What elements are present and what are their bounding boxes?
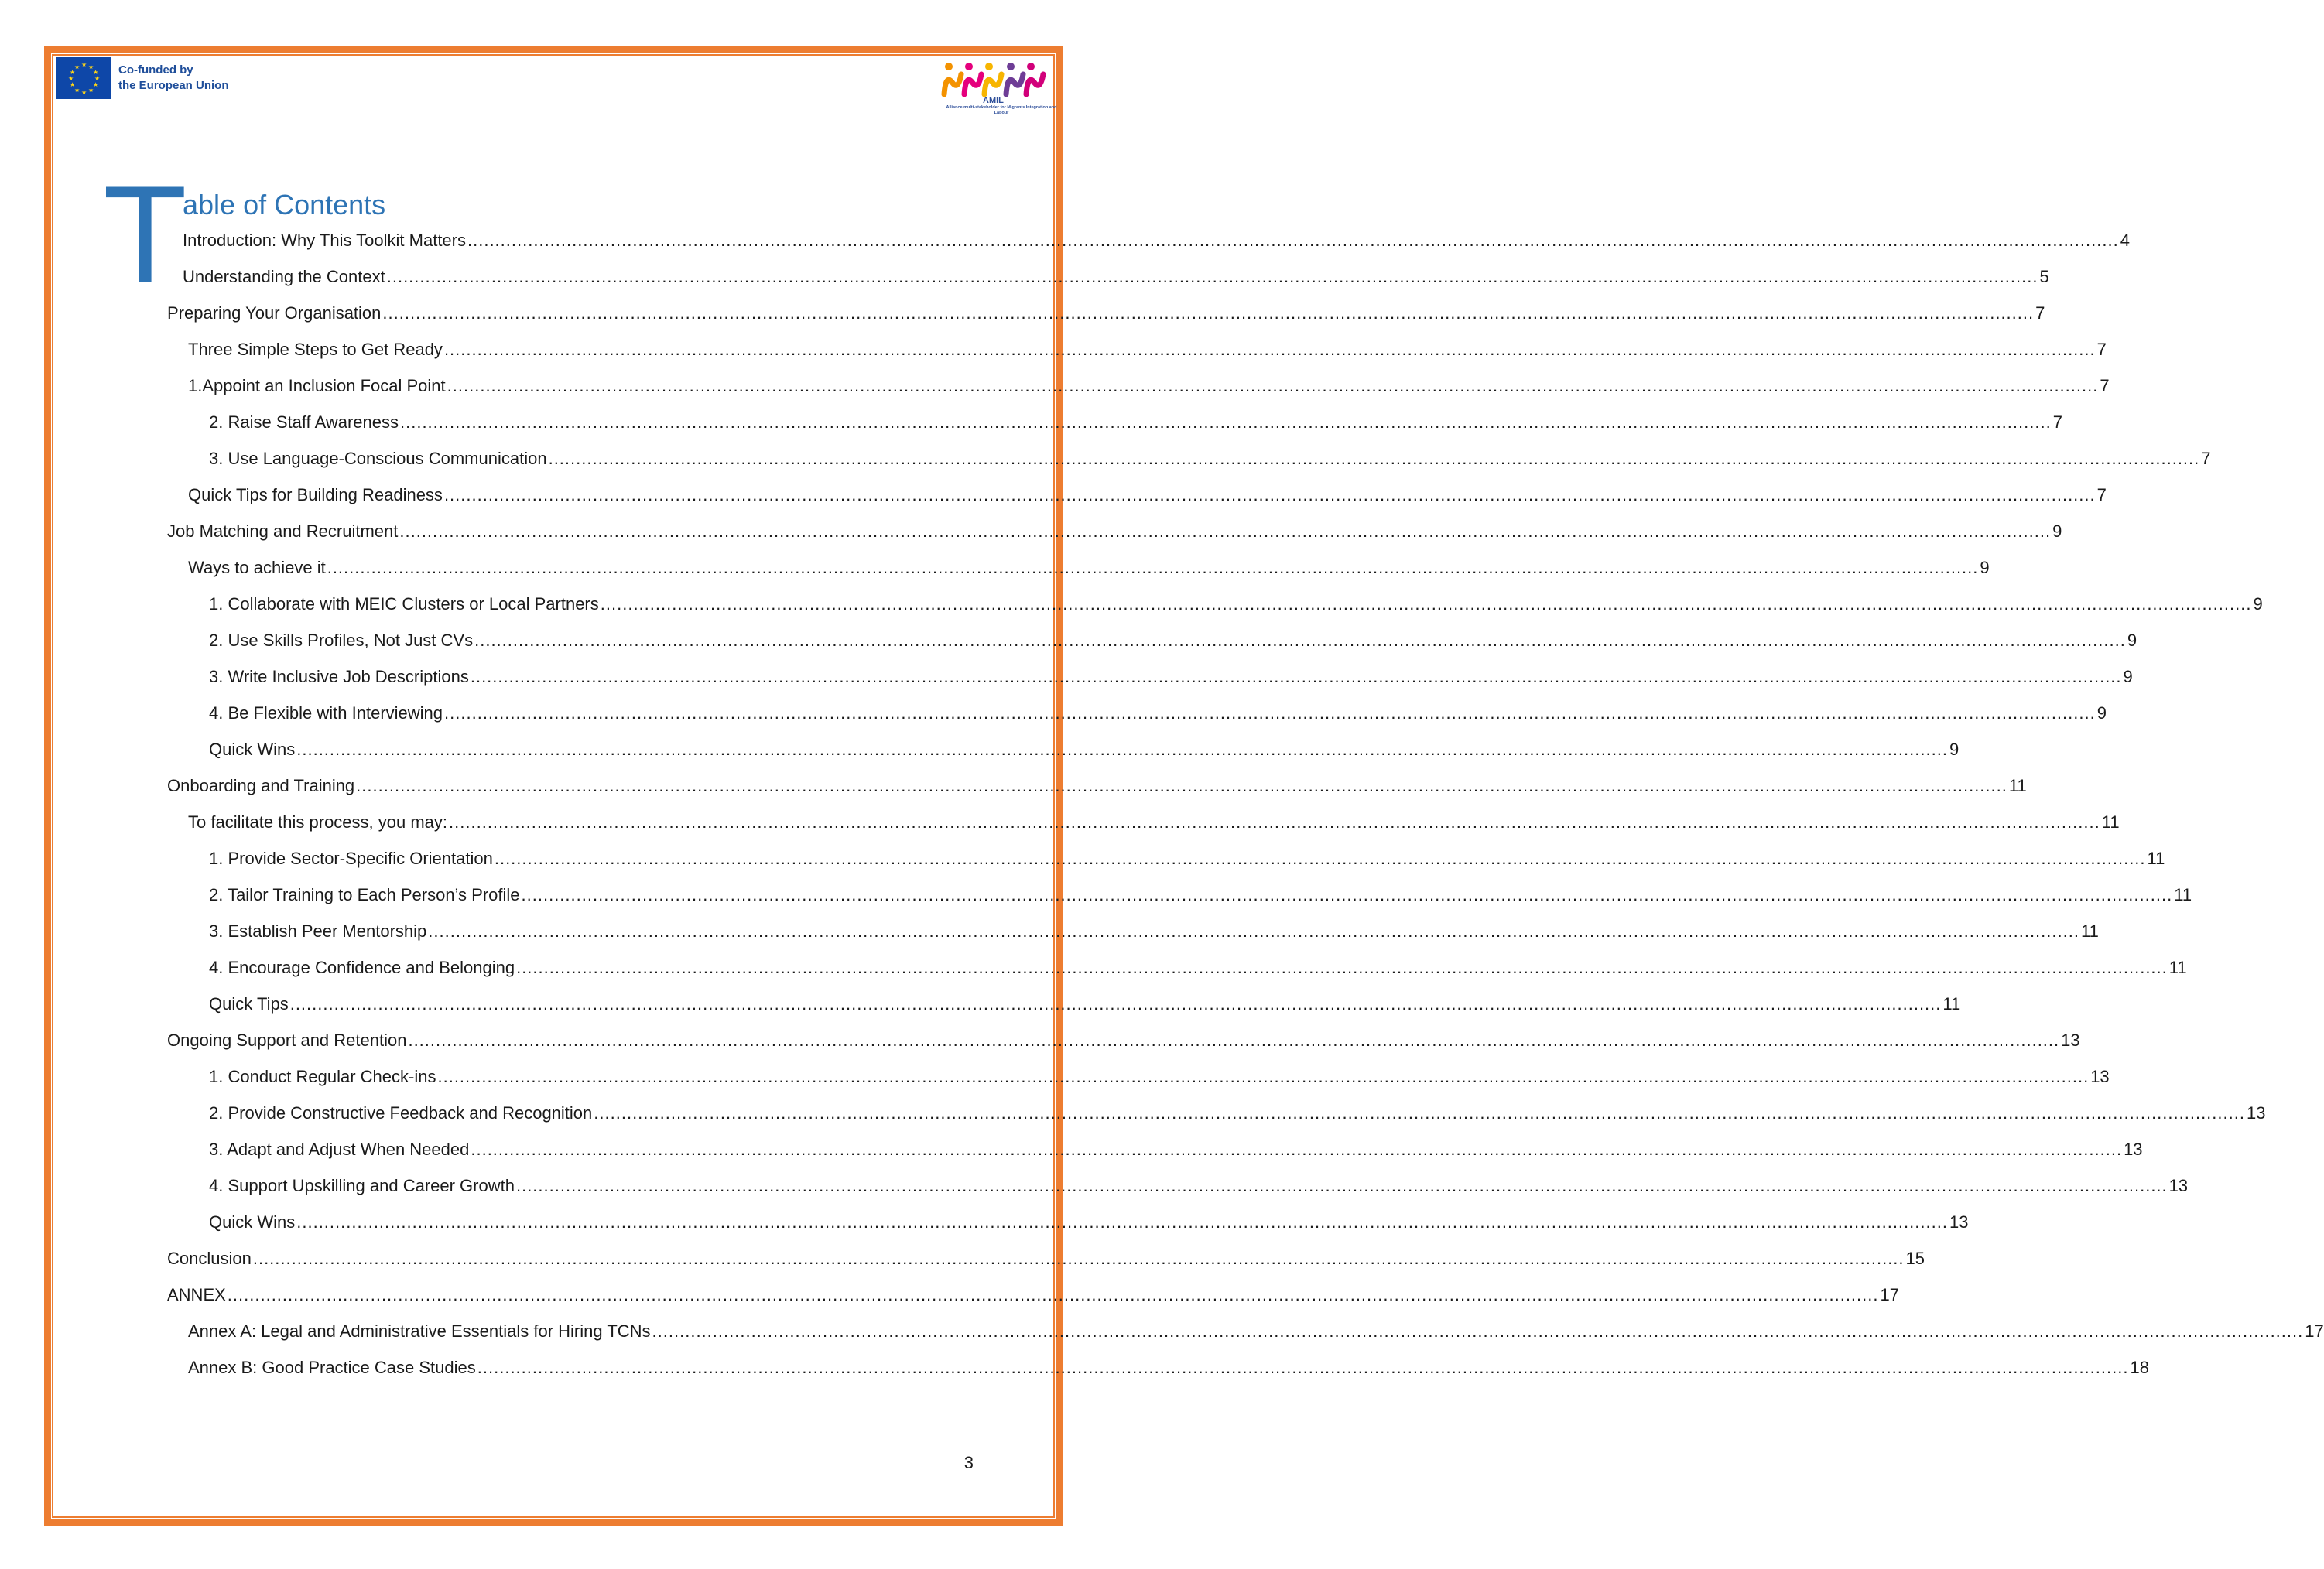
toc-entry-label: Preparing Your Organisation [167,303,382,323]
toc-entry-label: Quick Tips for Building Readiness [188,485,443,504]
toc-leader-dots: ............................................................................................................................................................................................................................................................................................................ [471,1140,2123,1159]
toc-leader-dots: ............................................................................................................................................................................................................................................................................................................ [327,558,1979,577]
toc-entry[interactable] [167,1247,1925,1270]
toc-leader-dots: ............................................................................................................................................................................................................................................................................................................ [443,485,2096,504]
toc-entry-page: 13 [2061,1031,2080,1050]
toc-leader-dots: ............................................................................................................................................................................................................................................................................................................ [289,994,1942,1014]
toc-entry-page: 9 [2052,521,2062,541]
toc-entry-page: 13 [1949,1212,1969,1232]
toc-entry-page: 7 [2096,485,2107,504]
toc-leader-dots: ............................................................................................................................................................................................................................................................................................................ [594,1103,2245,1123]
toc-entry-label: 2. Raise Staff Awareness [209,412,399,432]
toc-entry-label: Annex A: Legal and Administrative Essentials for Hiring TCNs [188,1321,651,1341]
toc-entry-page: 9 [1980,558,1990,577]
toc-entry-page: 5 [2039,267,2049,286]
toc-leader-dots: ............................................................................................................................................................................................................................................................................................................ [428,921,2079,941]
toc-entry-label: 4. Encourage Confidence and Belonging [209,958,515,977]
toc-entry-page: 7 [2035,303,2045,323]
amil-tagline: Alliance multi-stakeholder for Migrants Integration and Labour [946,105,1057,115]
toc-entry-label: 3. Use Language-Conscious Communication [209,449,547,468]
toc-leader-dots: ............................................................................................................................................................................................................................................................................................................ [382,303,2035,323]
toc-entry[interactable] [209,593,2263,616]
toc-entry-page: 7 [2052,412,2062,432]
toc-entry[interactable] [183,265,2049,289]
eu-line-2: the European Union [118,79,229,92]
toc-entry[interactable] [209,1138,2143,1161]
toc-entry[interactable] [209,629,2137,652]
toc-entry[interactable] [209,847,2165,870]
toc-leader-dots: ............................................................................................................................................................................................................................................................................................................ [470,667,2122,686]
toc-leader-dots: ............................................................................................................................................................................................................................................................................................................ [386,267,2038,286]
toc-entry[interactable] [209,665,2133,689]
toc-entry-page: 11 [1942,994,1961,1014]
toc-leader-dots: ............................................................................................................................................................................................................................................................................................................ [494,849,2146,868]
toc-entry-label: 1. Conduct Regular Check-ins [209,1067,436,1086]
toc-entry-label: ANNEX [167,1285,226,1304]
toc-entry[interactable] [167,774,2027,798]
toc-entry[interactable] [167,302,2045,325]
toc-entry-label: Quick Wins [209,1212,296,1232]
toc-entry-page: 11 [2008,776,2027,795]
toc-entry[interactable] [209,447,2211,470]
toc-entry-label: 1. Collaborate with MEIC Clusters or Local Partners [209,594,599,614]
toc-entry[interactable] [167,1029,2080,1052]
toc-entry-page: 11 [2168,958,2187,977]
toc-entry[interactable] [209,993,1961,1016]
toc-entry-label: Job Matching and Recruitment [167,521,399,541]
eu-flag-icon: ★ ★ ★ ★ ★ ★ ★ ★ ★ ★ ★ ★ [56,57,111,99]
toc-entry[interactable] [188,374,2110,398]
toc-leader-dots: ............................................................................................................................................................................................................................................................................................................ [296,1212,1948,1232]
toc-leader-dots: ............................................................................................................................................................................................................................................................................................................ [474,631,2126,650]
toc-entry-label: 3. Adapt and Adjust When Needed [209,1140,470,1159]
toc-entry[interactable] [209,738,1959,761]
toc-entry-label: 1. Provide Sector-Specific Orientation [209,849,493,868]
toc-entry[interactable] [188,1356,2149,1379]
toc-leader-dots: ............................................................................................................................................................................................................................................................................................................ [252,1249,1905,1268]
toc-leader-dots: ............................................................................................................................................................................................................................................................................................................ [516,958,2168,977]
toc-entry-label: Annex B: Good Practice Case Studies [188,1358,476,1377]
toc-entry-label: 2. Use Skills Profiles, Not Just CVs [209,631,474,650]
toc-entry-page: 13 [2246,1103,2266,1123]
toc-entry[interactable] [209,411,2062,434]
page-number: 3 [963,1453,974,1472]
toc-entry-page: 4 [2120,231,2130,250]
toc-entry-page: 15 [1905,1249,1925,1268]
toc-entry-label: 2. Tailor Training to Each Person’s Profile [209,885,520,904]
toc-entry[interactable] [183,229,2130,252]
toc-entry-label: Quick Tips [209,994,289,1014]
toc-leader-dots: ............................................................................................................................................................................................................................................................................................................ [447,376,2099,395]
toc-entry[interactable] [209,920,2099,943]
toc-entry-page: 17 [1880,1285,1899,1304]
toc-entry[interactable] [188,338,2107,361]
toc-entry-label: 4. Support Upskilling and Career Growth [209,1176,515,1195]
toc-entry-label: 1.Appoint an Inclusion Focal Point [188,376,446,395]
toc-leader-dots: ............................................................................................................................................................................................................................................................................................................ [437,1067,2090,1086]
toc-entry-label: Three Simple Steps to Get Ready [188,340,443,359]
toc-entry[interactable] [188,811,2120,834]
toc-entry-label: Introduction: Why This Toolkit Matters [183,231,466,250]
toc-entry-label: Ongoing Support and Retention [167,1031,407,1050]
toc-entry-page: 7 [2201,449,2211,468]
toc-leader-dots: ............................................................................................................................................................................................................................................................................................................ [400,412,2052,432]
toc-entry[interactable] [209,1102,2266,1125]
toc-entry-label: Understanding the Context [183,267,385,286]
toc-entry-page: 9 [2096,703,2107,723]
toc-entry-label: Conclusion [167,1249,252,1268]
toc-entry-page: 9 [2253,594,2263,614]
toc-entry[interactable] [167,1284,1899,1307]
toc-entry-page: 7 [2100,376,2110,395]
toc-entry-label: 4. Be Flexible with Interviewing [209,703,443,723]
toc-leader-dots: ............................................................................................................................................................................................................................................................................................................ [356,776,2007,795]
toc-leader-dots: ............................................................................................................................................................................................................................................................................................................ [408,1031,2060,1050]
toc-entry-page: 18 [2130,1358,2149,1377]
toc-entry[interactable] [209,956,2187,979]
toc-entry[interactable] [188,484,2107,507]
toc-entry-page: 7 [2096,340,2107,359]
toc-entry-page: 9 [2127,631,2137,650]
toc-entry-page: 9 [1949,740,1959,759]
toc-leader-dots: ............................................................................................................................................................................................................................................................................................................ [521,885,2173,904]
toc-entry-page: 9 [2123,667,2133,686]
toc-leader-dots: ............................................................................................................................................................................................................................................................................................................ [548,449,2200,468]
toc-entry-label: 2. Provide Constructive Feedback and Recognition [209,1103,593,1123]
toc-entry[interactable] [209,1065,2110,1089]
toc-entry-label: 3. Establish Peer Mentorship [209,921,427,941]
toc-entry-page: 11 [2147,849,2165,868]
toc-entry-page: 11 [2101,812,2120,832]
toc-leader-dots: ............................................................................................................................................................................................................................................................................................................ [467,231,2119,250]
toc-leader-dots: ............................................................................................................................................................................................................................................................................................................ [296,740,1948,759]
toc-entry-label: Onboarding and Training [167,776,355,795]
toc-entry[interactable] [188,1320,2324,1343]
toc-entry-label: Ways to achieve it [188,558,326,577]
toc-entry[interactable] [209,884,2192,907]
toc-entry-label: To facilitate this process, you may: [188,812,448,832]
toc-entry[interactable] [209,1211,1969,1234]
toc-entry-label: Quick Wins [209,740,296,759]
toc-entry[interactable] [209,702,2107,725]
toc-entry-page: 13 [2168,1176,2189,1195]
toc-leader-dots: ............................................................................................................................................................................................................................................................................................................ [449,812,2100,832]
toc-entry-page: 17 [2305,1321,2324,1341]
toc-entry-label: 3. Write Inclusive Job Descriptions [209,667,469,686]
toc-leader-dots: ............................................................................................................................................................................................................................................................................................................ [652,1321,2304,1341]
title-drop-cap: T [103,157,187,311]
toc-entry-page: 11 [2174,885,2192,904]
toc-leader-dots: ............................................................................................................................................................................................................................................................................................................ [399,521,2052,541]
toc-leader-dots: ............................................................................................................................................................................................................................................................................................................ [227,1285,1879,1304]
toc-leader-dots: ............................................................................................................................................................................................................................................................................................................ [477,1358,2129,1377]
toc-leader-dots: ............................................................................................................................................................................................................................................................................................................ [515,1176,2168,1195]
eu-line-1: Co-funded by [118,63,193,77]
toc-leader-dots: ............................................................................................................................................................................................................................................................................................................ [600,594,2252,614]
amil-wordmark: AMIL [983,96,1004,105]
page-title: able of Contents [183,189,386,220]
toc-entry-page: 13 [2090,1067,2110,1086]
toc-entry[interactable] [167,520,2062,543]
toc-entry[interactable] [188,556,1990,579]
toc-entry-page: 11 [2080,921,2099,941]
toc-leader-dots: ............................................................................................................................................................................................................................................................................................................ [443,340,2096,359]
toc-entry[interactable] [209,1174,2189,1198]
toc-entry-page: 13 [2124,1140,2143,1159]
toc-leader-dots: ............................................................................................................................................................................................................................................................................................................ [444,703,2096,723]
